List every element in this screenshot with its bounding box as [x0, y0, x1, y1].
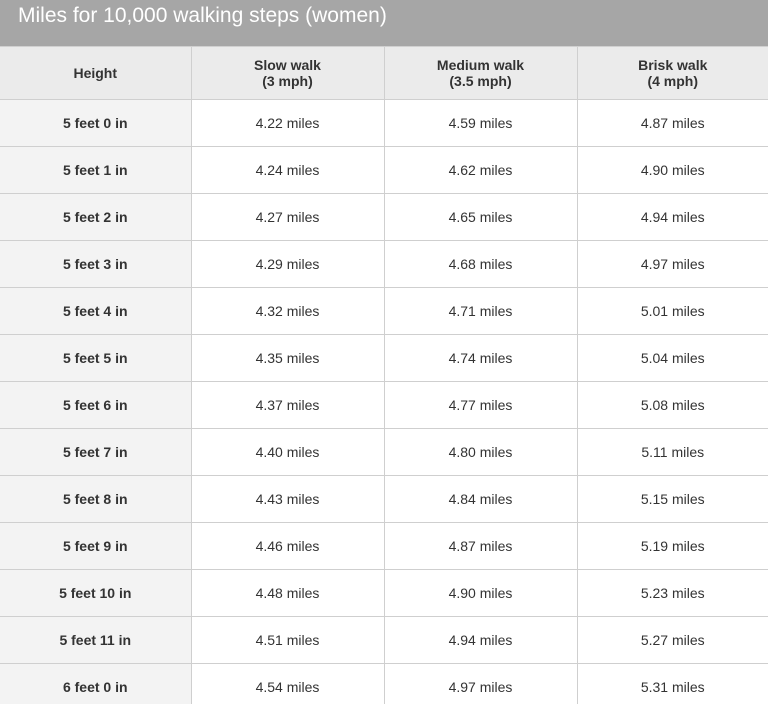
cell-height: 5 feet 0 in	[0, 100, 191, 147]
cell-height: 5 feet 11 in	[0, 617, 191, 664]
cell-medium: 4.71 miles	[384, 288, 577, 335]
cell-medium: 4.68 miles	[384, 241, 577, 288]
cell-medium: 4.77 miles	[384, 382, 577, 429]
table-title-bar	[0, 0, 768, 47]
cell-height: 5 feet 7 in	[0, 429, 191, 476]
cell-slow: 4.29 miles	[191, 241, 384, 288]
cell-medium: 4.94 miles	[384, 617, 577, 664]
cell-slow: 4.48 miles	[191, 570, 384, 617]
table-row	[0, 288, 768, 335]
cell-brisk: 5.04 miles	[577, 335, 768, 382]
header-brisk-walk: Brisk walk (4 mph)	[577, 47, 768, 100]
table-row	[0, 241, 768, 288]
table-title: Miles for 10,000 walking steps (women)	[18, 4, 387, 27]
header-slow-walk: Slow walk (3 mph)	[191, 47, 384, 100]
cell-height: 5 feet 1 in	[0, 147, 191, 194]
cell-medium: 4.87 miles	[384, 523, 577, 570]
cell-height: 5 feet 10 in	[0, 570, 191, 617]
cell-slow: 4.35 miles	[191, 335, 384, 382]
table-row	[0, 382, 768, 429]
table-row	[0, 664, 768, 704]
cell-height: 5 feet 8 in	[0, 476, 191, 523]
cell-height: 5 feet 3 in	[0, 241, 191, 288]
cell-slow: 4.37 miles	[191, 382, 384, 429]
cell-medium: 4.62 miles	[384, 147, 577, 194]
cell-slow: 4.43 miles	[191, 476, 384, 523]
cell-slow: 4.46 miles	[191, 523, 384, 570]
cell-slow: 4.22 miles	[191, 100, 384, 147]
cell-slow: 4.54 miles	[191, 664, 384, 704]
cell-medium: 4.80 miles	[384, 429, 577, 476]
cell-height: 6 feet 0 in	[0, 664, 191, 704]
table-row	[0, 194, 768, 241]
table-body	[0, 100, 768, 704]
cell-medium: 4.74 miles	[384, 335, 577, 382]
table-row	[0, 476, 768, 523]
cell-brisk: 4.87 miles	[577, 100, 768, 147]
cell-slow: 4.51 miles	[191, 617, 384, 664]
table-row	[0, 570, 768, 617]
cell-medium: 4.90 miles	[384, 570, 577, 617]
cell-medium: 4.65 miles	[384, 194, 577, 241]
header-height: Height	[0, 47, 191, 100]
cell-height: 5 feet 5 in	[0, 335, 191, 382]
table-row	[0, 617, 768, 664]
table-row	[0, 147, 768, 194]
cell-medium: 4.84 miles	[384, 476, 577, 523]
cell-brisk: 5.08 miles	[577, 382, 768, 429]
header-row	[0, 47, 768, 100]
cell-brisk: 5.27 miles	[577, 617, 768, 664]
cell-medium: 4.59 miles	[384, 100, 577, 147]
cell-height: 5 feet 2 in	[0, 194, 191, 241]
cell-slow: 4.40 miles	[191, 429, 384, 476]
cell-height: 5 feet 4 in	[0, 288, 191, 335]
table-row	[0, 429, 768, 476]
cell-height: 5 feet 9 in	[0, 523, 191, 570]
cell-slow: 4.24 miles	[191, 147, 384, 194]
cell-slow: 4.27 miles	[191, 194, 384, 241]
cell-brisk: 5.15 miles	[577, 476, 768, 523]
table-row	[0, 335, 768, 382]
cell-height: 5 feet 6 in	[0, 382, 191, 429]
cell-brisk: 5.01 miles	[577, 288, 768, 335]
cell-brisk: 5.19 miles	[577, 523, 768, 570]
cell-brisk: 5.11 miles	[577, 429, 768, 476]
walking-distance-table	[0, 47, 768, 704]
cell-brisk: 4.90 miles	[577, 147, 768, 194]
cell-brisk: 4.94 miles	[577, 194, 768, 241]
cell-slow: 4.32 miles	[191, 288, 384, 335]
cell-brisk: 5.23 miles	[577, 570, 768, 617]
table-row	[0, 523, 768, 570]
table-row	[0, 100, 768, 147]
cell-brisk: 5.31 miles	[577, 664, 768, 704]
cell-brisk: 4.97 miles	[577, 241, 768, 288]
header-medium-walk: Medium walk (3.5 mph)	[384, 47, 577, 100]
cell-medium: 4.97 miles	[384, 664, 577, 704]
